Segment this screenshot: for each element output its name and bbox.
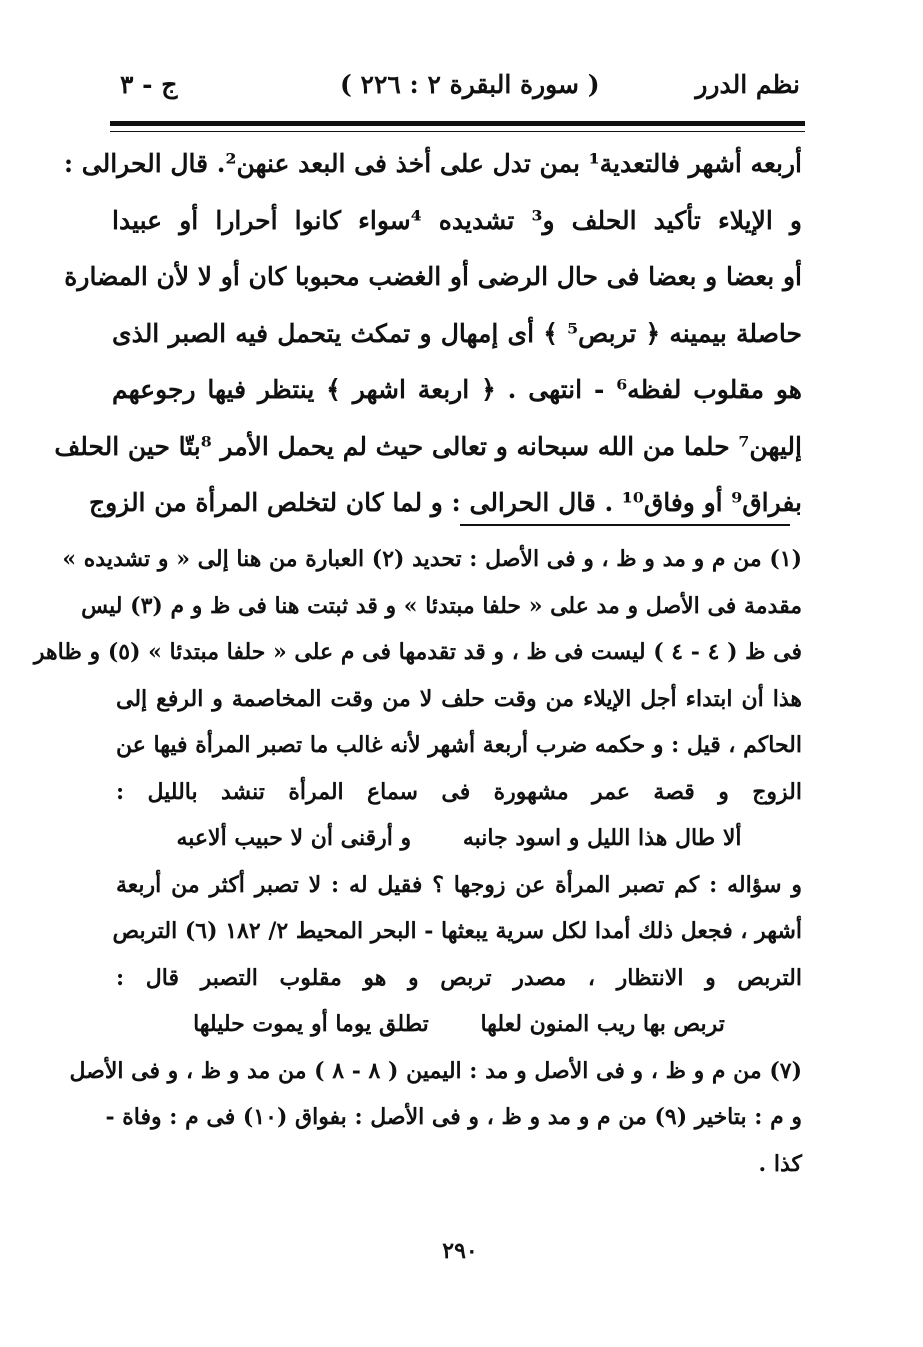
running-header bbox=[110, 66, 800, 112]
footnote-line: (٧) من م و ظ ، و فى الأصل و مد : اليمين ( ٨ - ٨ ) من مد و ظ ، و فى الأصل bbox=[69, 1057, 802, 1084]
juz-number: ج - ٣ bbox=[120, 70, 178, 99]
footnote-line: التربص و الانتظار ، مصدر تربص و هو مقلوب التصبر قال : bbox=[116, 964, 802, 991]
footnote-line: الزوج و قصة عمر مشهورة فى سماع المرأة تنشد بالليل : bbox=[116, 778, 802, 805]
verse-second-hemistich: تطلق يوما أو يموت حليلها bbox=[193, 1011, 429, 1037]
main-text-line: إليهن⁷ حلما من الله سبحانه و تعالى حيث لم يحمل الأمر ⁸بتّا حين الحلف bbox=[54, 431, 802, 461]
book-title: نظم الدرر bbox=[695, 70, 800, 99]
footnotes bbox=[33, 536, 802, 1187]
surah-reference: ( سورة البقرة ٢ : ٢٢٦ ) bbox=[340, 70, 600, 99]
footnote-line: هذا أن ابتداء أجل الإيلاء من وقت حلف لا من وقت المخاصمة و الرفع إلى bbox=[116, 685, 802, 712]
footnote-line: و م : بتاخير (٩) من م و مد و ظ ، و فى الأصل : بفواق (١٠) فى م : وفاة - bbox=[105, 1104, 802, 1130]
main-text-line: أو بعضا و بعضا فى حال الرضى أو الغضب محبوبا كان أو لا لأن المضارة bbox=[64, 262, 802, 291]
main-text-line: بفراق⁹ أو وفاق¹⁰ . قال الحرالى : و لما كان لتخلص المرأة من الزوج bbox=[88, 488, 802, 517]
footnote-line: و سؤاله : كم تصبر المرأة عن زوجها ؟ فقيل له : لا تصبر أكثر من أربعة bbox=[116, 871, 802, 898]
footnote-line: فى ظ ( ٤ - ٤ ) ليست فى ظ ، و قد تقدمها فى م على « حلفا مبتدئا » (٥) و ظاهر bbox=[33, 639, 802, 665]
main-text-line: هو مقلوب لفظه⁶ - انتهى . ﴿ اربعة اشهر ﴾ ينتظر فيها رجوعهم bbox=[112, 375, 802, 404]
poetry-verse bbox=[116, 815, 802, 862]
poetry-verse bbox=[116, 1001, 802, 1048]
footnote-separator bbox=[460, 524, 790, 526]
main-text bbox=[54, 136, 803, 532]
verse-first-hemistich: ألا طال هذا الليل و اسود جانبه bbox=[462, 825, 742, 851]
footnote-line: مقدمة فى الأصل و مد على « حلفا مبتدئا » و قد ثبتت هنا فى ظ و م (٣) ليس bbox=[81, 592, 802, 619]
verse-first-hemistich: تربص بها ريب المنون لعلها bbox=[480, 1011, 725, 1037]
verse-second-hemistich: و أرقنى أن لا حبيب ألاعبه bbox=[176, 825, 412, 851]
main-text-line: أربعه أشهر فالتعدية¹ بمن تدل على أخذ فى البعد عنهن². قال الحرالى : bbox=[63, 149, 802, 178]
footnote-line: الحاكم ، قيل : و حكمه ضرب أربعة أشهر لأنه غالب ما تصبر المرأة فيها عن bbox=[116, 732, 802, 758]
main-text-line: و الإيلاء تأكيد الحلف و³ تشديده ⁴سواء كانوا أحرارا أو عبيدا bbox=[112, 205, 803, 235]
main-text-line: حاصلة بيمينه ﴿ تربص⁵ ﴾ أى إمهال و تمكث يتحمل فيه الصبر الذى bbox=[112, 318, 802, 348]
page-number: ٢٩٠ bbox=[442, 1238, 478, 1264]
footnote-line: أشهر ، فجعل ذلك أمدا لكل سرية يبعثها - البحر المحيط ٢/ ١٨٢ (٦) التربص bbox=[112, 918, 802, 944]
footnote-line: (١) من م و مد و ظ ، و فى الأصل : تحديد (٢) العبارة من هنا إلى « و تشديده » bbox=[62, 546, 802, 572]
header-rule-thick bbox=[110, 121, 805, 126]
header-rule-thin bbox=[110, 131, 805, 132]
footnote-line: كذا . bbox=[758, 1150, 802, 1177]
